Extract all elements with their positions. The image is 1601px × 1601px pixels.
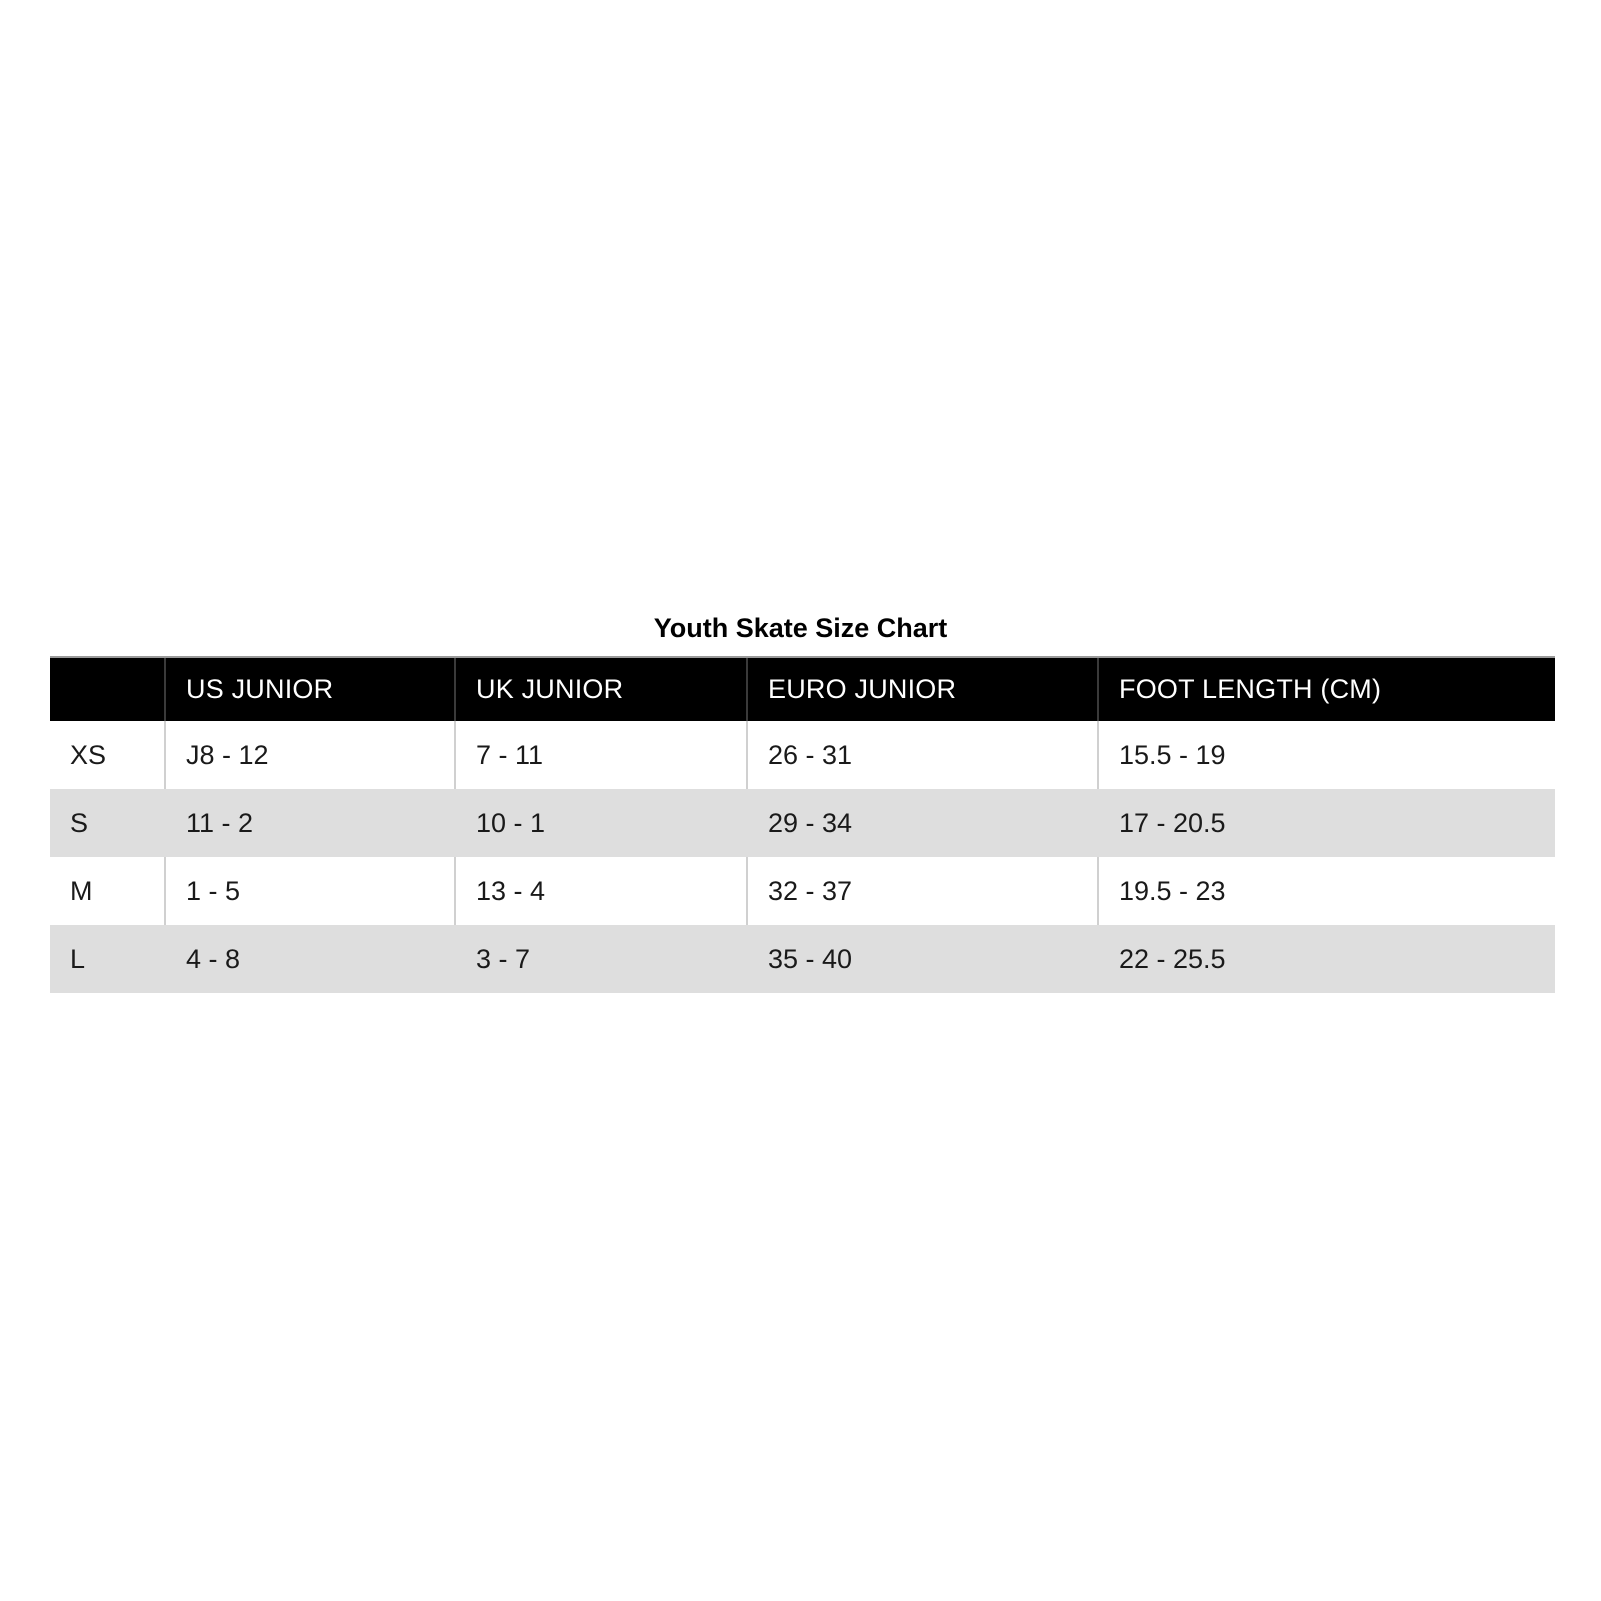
table-row	[50, 857, 1555, 925]
table-cell: 10 - 1	[455, 789, 747, 857]
table-cell-size: L	[50, 925, 165, 993]
table-cell-size: M	[50, 857, 165, 925]
header-cell-euro-junior: EURO JUNIOR	[747, 657, 1098, 721]
table-cell: 29 - 34	[747, 789, 1098, 857]
header-cell-size	[50, 657, 165, 721]
table-cell-size: XS	[50, 721, 165, 789]
table-row	[50, 721, 1555, 789]
table-cell: 32 - 37	[747, 857, 1098, 925]
table-cell: 35 - 40	[747, 925, 1098, 993]
chart-title: Youth Skate Size Chart	[653, 613, 948, 643]
table-cell: 13 - 4	[455, 857, 747, 925]
header-row	[50, 657, 1555, 721]
header-cell-foot-length: FOOT LENGTH (CM)	[1098, 657, 1555, 721]
header-cell-us-junior: US JUNIOR	[165, 657, 455, 721]
table-cell: 4 - 8	[165, 925, 455, 993]
size-chart-table	[50, 656, 1555, 993]
header-cell-uk-junior: UK JUNIOR	[455, 657, 747, 721]
table-cell: J8 - 12	[165, 721, 455, 789]
table-cell: 17 - 20.5	[1098, 789, 1555, 857]
table-cell: 7 - 11	[455, 721, 747, 789]
table-row	[50, 925, 1555, 993]
table-cell: 26 - 31	[747, 721, 1098, 789]
table-cell: 22 - 25.5	[1098, 925, 1555, 993]
table-cell-size: S	[50, 789, 165, 857]
table-row	[50, 789, 1555, 857]
table-cell: 15.5 - 19	[1098, 721, 1555, 789]
table-cell: 19.5 - 23	[1098, 857, 1555, 925]
table-cell: 11 - 2	[165, 789, 455, 857]
table-cell: 3 - 7	[455, 925, 747, 993]
table-cell: 1 - 5	[165, 857, 455, 925]
